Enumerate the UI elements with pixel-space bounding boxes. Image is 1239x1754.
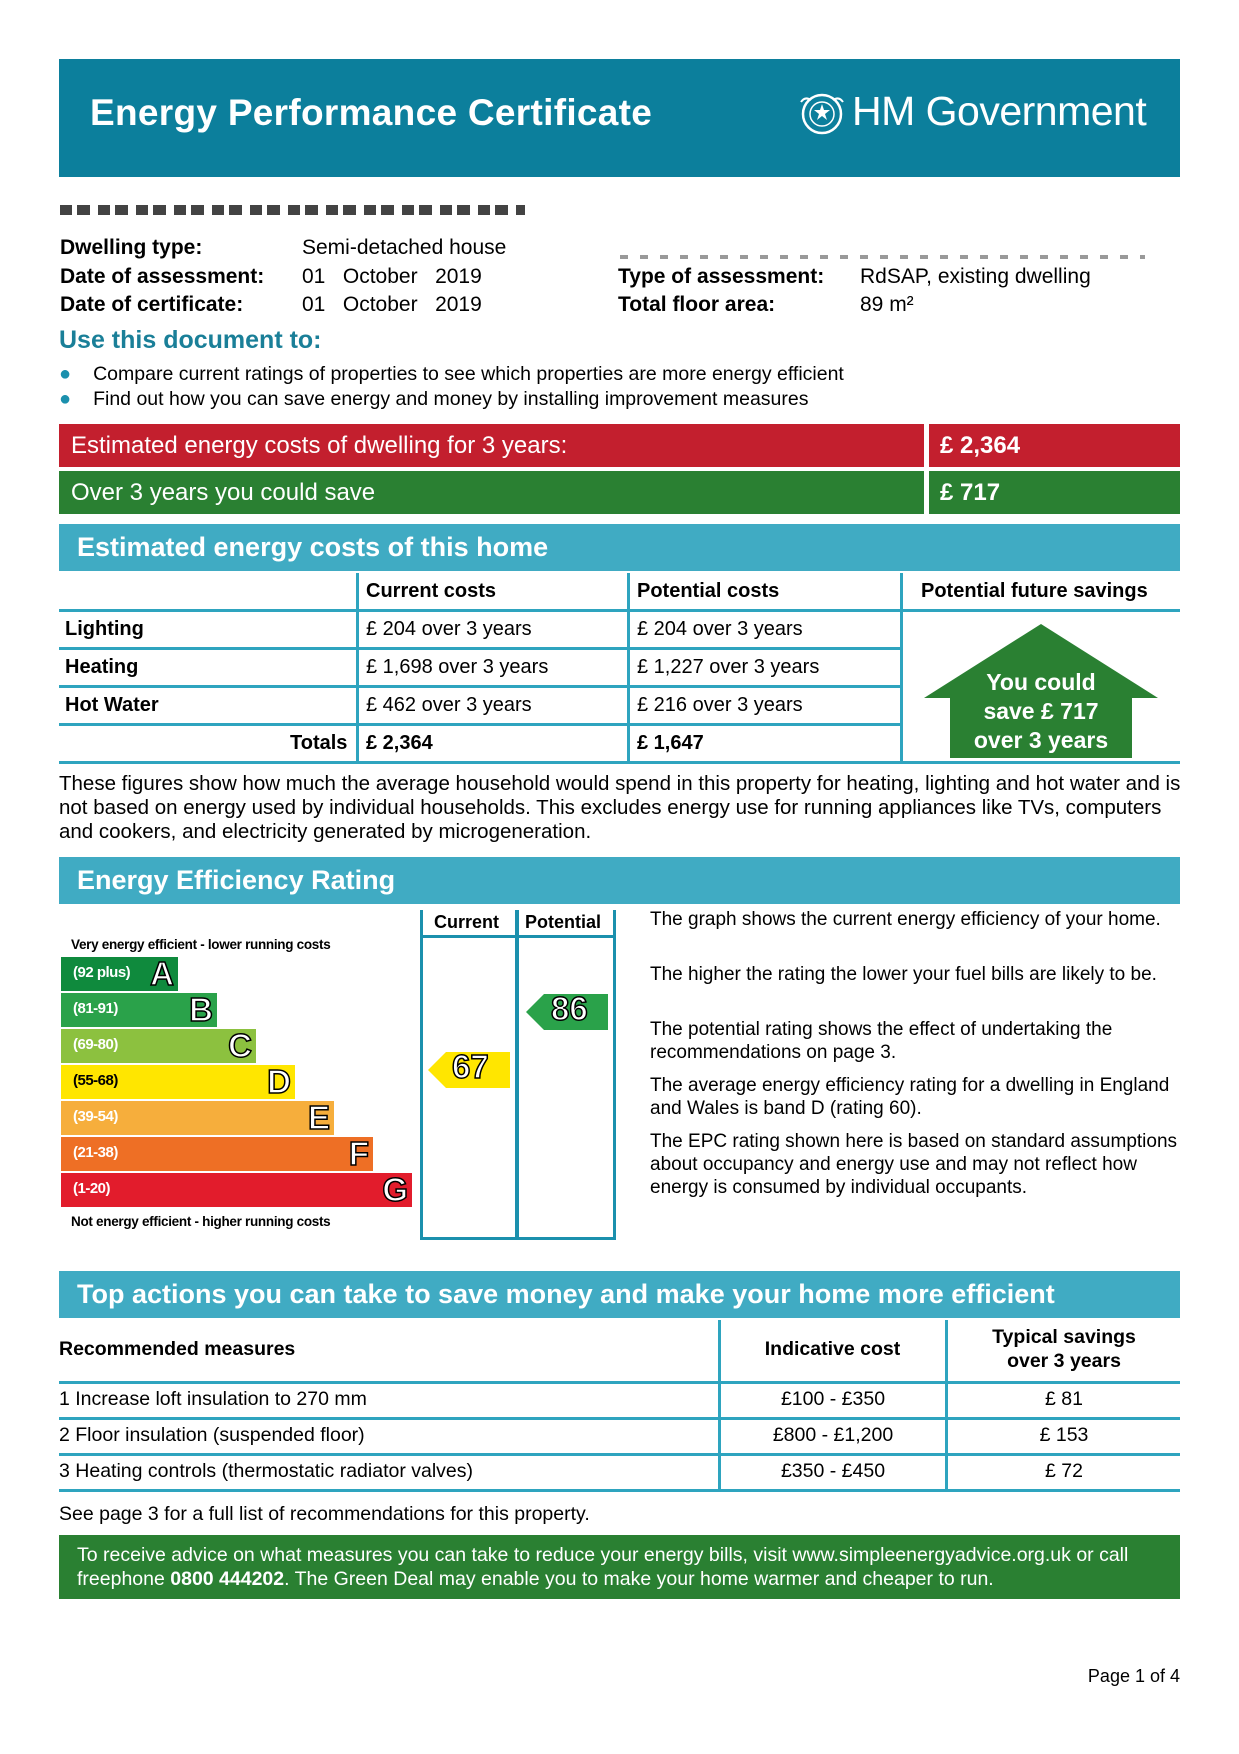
- current-rating-value: 67: [452, 1048, 489, 1085]
- table-rule: [59, 1417, 1180, 1420]
- floor-area-value: 89 m²: [860, 293, 914, 316]
- row-hotwater-label: Hot Water: [65, 694, 159, 716]
- rating-band-letter: C: [228, 1027, 252, 1064]
- dwelling-type-label: Dwelling type:: [60, 236, 203, 259]
- save-bar: Over 3 years you could save: [59, 471, 924, 514]
- table-rule: [59, 609, 1180, 612]
- row-heating-current: £ 1,698 over 3 years: [366, 656, 549, 678]
- table-divider: [356, 573, 359, 764]
- use-bullet-2: ● Find out how you can save energy and money by installing improvement measures: [59, 388, 809, 410]
- col-future-savings: Potential future savings: [921, 580, 1148, 602]
- rating-band-letter: G: [382, 1171, 408, 1208]
- table-rule: [59, 761, 1180, 764]
- totals-label: Totals: [290, 732, 348, 754]
- table-rule: [59, 1381, 1180, 1384]
- rrn-redacted: [620, 255, 1145, 259]
- table-rule: [59, 647, 901, 650]
- row-hotwater-potential: £ 216 over 3 years: [637, 694, 803, 716]
- rating-top-caption: Very energy efficient - lower running costs: [71, 937, 331, 952]
- rating-band-c: [61, 1029, 256, 1063]
- col-potential-costs: Potential costs: [637, 580, 780, 602]
- page-title: Energy Performance Certificate: [90, 92, 653, 133]
- row-heating-potential: £ 1,227 over 3 years: [637, 656, 820, 678]
- col-measures: Recommended measures: [59, 1338, 296, 1360]
- rating-band-b: [61, 993, 217, 1027]
- rating-band-letter: B: [189, 991, 213, 1028]
- rating-band-e: [61, 1101, 334, 1135]
- rating-band-range: (81-91): [73, 1000, 118, 1017]
- action-row-1-cost: £100 - £350: [780, 1388, 886, 1410]
- see-page-note: See page 3 for a full list of recommendations for this property.: [59, 1503, 590, 1525]
- rating-frame: [613, 910, 616, 1240]
- rating-band-range: (92 plus): [73, 964, 131, 981]
- rating-band-letter: E: [307, 1099, 330, 1136]
- rating-band-letter: F: [348, 1135, 369, 1172]
- rating-band-a: [61, 957, 178, 991]
- row-lighting-current: £ 204 over 3 years: [366, 618, 532, 640]
- address-redacted: [60, 205, 525, 215]
- assessment-type-label: Type of assessment:: [618, 265, 825, 288]
- table-rule: [59, 1489, 1180, 1492]
- table-rule: [59, 723, 901, 726]
- rating-text-2: The higher the rating the lower your fuel bills are likely to be.: [650, 964, 1157, 985]
- rating-frame: [420, 1237, 616, 1240]
- actions-heading: Top actions you can take to save money and make your home more efficient: [59, 1271, 1180, 1318]
- rating-text-1: The graph shows the current energy efficiency of your home.: [650, 909, 1161, 930]
- rating-frame: [420, 910, 423, 1240]
- rating-text-4: The average energy efficiency rating for a dwelling in England and Wales is band D (rating 60).: [650, 1075, 1170, 1119]
- use-heading: Use this document to:: [59, 326, 322, 354]
- table-rule: [59, 685, 901, 688]
- col-typical-savings: Typical savings over 3 years: [992, 1326, 1136, 1372]
- rating-heading: Energy Efficiency Rating: [59, 857, 1180, 904]
- savings-arrow-text: You could save £ 717 over 3 years: [973, 669, 1109, 753]
- assessment-date-value: 01 October 2019: [302, 265, 482, 288]
- rating-band-f: [61, 1137, 373, 1171]
- estimated-cost-bar: Estimated energy costs of dwelling for 3 years:: [59, 424, 924, 467]
- dwelling-type-value: Semi-detached house: [302, 236, 507, 259]
- rating-band-d: [61, 1065, 295, 1099]
- rating-text-5: The EPC rating shown here is based on standard assumptions about occupancy and energy use and may not reflect how energy is consumed by individual occupants.: [650, 1131, 1178, 1198]
- certificate-date-value: 01 October 2019: [302, 293, 482, 316]
- floor-area-label: Total floor area:: [618, 293, 776, 316]
- totals-current: £ 2,364: [366, 732, 433, 754]
- save-value-box: £ 717: [929, 471, 1180, 514]
- action-row-1-measure: 1 Increase loft insulation to 270 mm: [59, 1388, 367, 1410]
- action-row-2-cost: £800 - £1,200: [772, 1424, 894, 1446]
- rating-col-current: Current: [434, 912, 500, 932]
- royal-crest-icon: [797, 92, 847, 136]
- action-row-2-saving: £ 153: [1039, 1424, 1089, 1446]
- rating-frame: [515, 910, 519, 1240]
- table-divider: [627, 573, 630, 764]
- action-row-1-saving: £ 81: [1045, 1388, 1083, 1410]
- rating-col-potential: Potential: [525, 912, 602, 932]
- action-row-2-measure: 2 Floor insulation (suspended floor): [59, 1424, 365, 1446]
- certificate-date-label: Date of certificate:: [60, 293, 244, 316]
- rating-band-letter: D: [267, 1063, 291, 1100]
- rating-band-g: [61, 1173, 412, 1207]
- action-row-3-measure: 3 Heating controls (thermostatic radiator valves): [59, 1460, 474, 1482]
- assessment-date-label: Date of assessment:: [60, 265, 265, 288]
- cost-table-heading: Estimated energy costs of this home: [59, 524, 1180, 571]
- rating-band-range: (1-20): [73, 1180, 111, 1197]
- hm-government-logo: HM Government: [852, 88, 1147, 134]
- row-heating-label: Heating: [65, 656, 139, 678]
- row-lighting-label: Lighting: [65, 618, 144, 640]
- rating-bottom-caption: Not energy efficient - higher running costs: [71, 1214, 331, 1229]
- estimated-cost-value-box: £ 2,364: [929, 424, 1180, 467]
- rating-band-range: (55-68): [73, 1072, 118, 1089]
- rating-frame: [420, 935, 616, 938]
- rating-band-letter: A: [150, 955, 174, 992]
- potential-rating-value: 86: [551, 990, 588, 1027]
- table-divider: [900, 573, 903, 764]
- rating-text-3: The potential rating shows the effect of undertaking the recommendations on page 3.: [650, 1019, 1113, 1063]
- rating-band-range: (69-80): [73, 1036, 118, 1053]
- assessment-type-value: RdSAP, existing dwelling: [860, 265, 1091, 288]
- page-number: Page 1 of 4: [1087, 1666, 1180, 1686]
- rating-band-range: (21-38): [73, 1144, 118, 1161]
- cost-note: These figures show how much the average household would spend in this property for heating, lighting and hot water and is not based on energy used by individual households. This excludes energy use for running appliances like TVs, computers and cookers, and electricity generated by microgeneration.: [59, 772, 1181, 843]
- action-row-3-saving: £ 72: [1045, 1460, 1083, 1482]
- use-bullet-1: ● Compare current ratings of properties to see which properties are more energy efficient: [59, 363, 844, 385]
- rating-band-range: (39-54): [73, 1108, 118, 1125]
- col-current-costs: Current costs: [366, 580, 497, 602]
- advice-banner: To receive advice on what measures you can take to reduce your energy bills, visit www.simpleenergyadvice.org.uk or call freephone 0800 444202. The Green Deal may enable you to make your home warmer and cheaper to run.: [59, 1535, 1180, 1599]
- row-hotwater-current: £ 462 over 3 years: [366, 694, 532, 716]
- table-rule: [59, 1453, 1180, 1456]
- row-lighting-potential: £ 204 over 3 years: [637, 618, 803, 640]
- freephone-number: 0800 444202: [170, 1568, 285, 1590]
- col-indicative-cost: Indicative cost: [764, 1338, 901, 1360]
- action-row-3-cost: £350 - £450: [780, 1460, 886, 1482]
- totals-potential: £ 1,647: [637, 732, 704, 754]
